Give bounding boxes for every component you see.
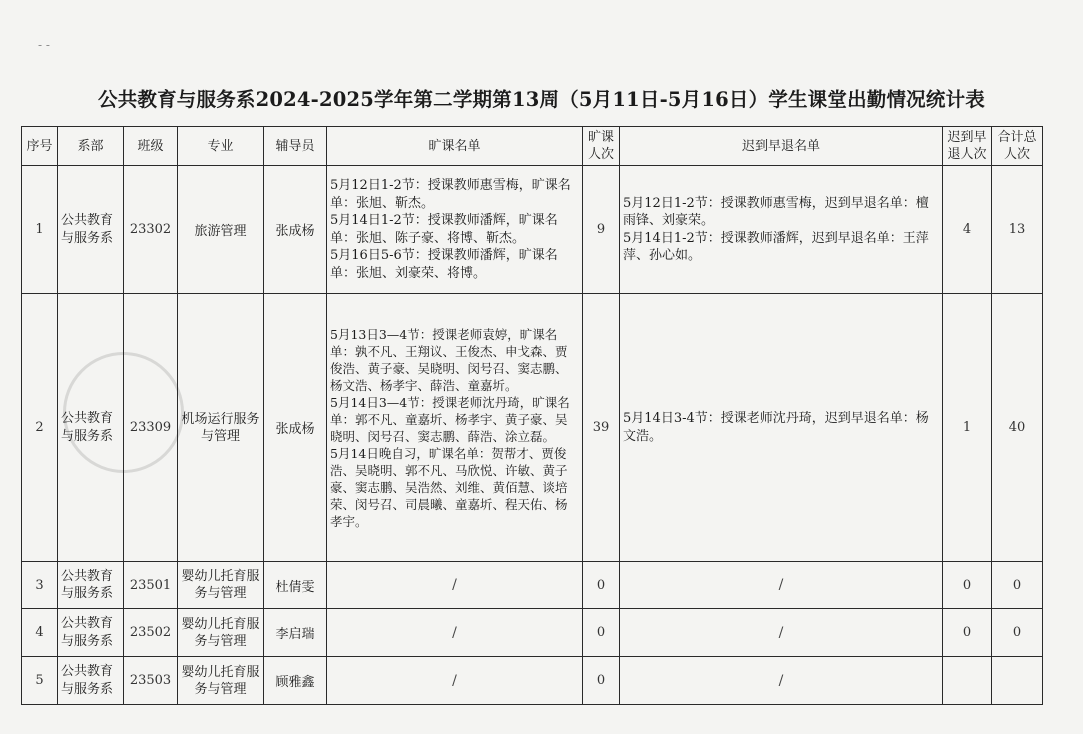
row-late-count: 1 <box>943 294 992 562</box>
header-counselor: 辅导员 <box>264 127 327 166</box>
table-row <box>22 609 1043 657</box>
row-counselor: 李启瑞 <box>264 609 327 657</box>
row-index: 1 <box>22 166 58 294</box>
table-row <box>22 166 1043 294</box>
row-absent-count: 39 <box>583 294 620 562</box>
row-absent-list <box>327 166 583 294</box>
row-index: 2 <box>22 294 58 562</box>
late-entry: 5月14日1-2节：授课教师潘辉，迟到早退名单：王萍萍、孙心如。 <box>623 230 929 263</box>
absent-entry: 5月13日3—4节：授课老师袁婷，旷课名单：孰不凡、王翔议、王俊杰、申戈森、贾俊浩、黄子豪、吴晓明、闵号召、窦志鹏、杨文浩、杨孝宇、薛浩、童嘉圻。 <box>330 326 568 393</box>
header-major: 专业 <box>178 127 264 166</box>
header-late-list: 迟到早退名单 <box>620 127 943 166</box>
row-total: 13 <box>992 166 1043 294</box>
row-total: 40 <box>992 294 1043 562</box>
page-mark: - - <box>38 38 50 52</box>
header-index: 序号 <box>22 127 58 166</box>
row-absent-list: / <box>327 562 583 609</box>
absent-entry: 5月14日晚自习，旷课名单：贺帮才、贾俊浩、吴晓明、郭不凡、马欣悦、许敏、黄子豪、窦志鹏、吴浩然、刘维、黄佰慧、谈培荣、闵号召、司晨曦、童嘉圻、程天佑、杨孝宇。 <box>330 445 568 529</box>
late-entry: 5月12日1-2节：授课教师惠雪梅，迟到早退名单：檀雨锋、刘豪荣。 <box>623 195 929 228</box>
table-row <box>22 562 1043 609</box>
row-counselor: 张成杨 <box>264 166 327 294</box>
row-major: 婴幼儿托育服务与管理 <box>178 609 264 657</box>
row-department: 公共教育与服务系 <box>58 609 124 657</box>
row-late-list: / <box>620 562 943 609</box>
page-title: 公共教育与服务系2024-2025学年第二学期第13周（5月11日-5月16日）学生课堂出勤情况统计表 <box>98 88 985 111</box>
row-major: 婴幼儿托育服务与管理 <box>178 562 264 609</box>
row-class: 23302 <box>124 166 178 294</box>
row-counselor: 顾雅鑫 <box>264 657 327 705</box>
row-absent-list <box>327 294 583 562</box>
row-absent-count: 0 <box>583 609 620 657</box>
row-late-list: / <box>620 609 943 657</box>
header-row <box>22 127 1043 166</box>
row-absent-count: 0 <box>583 562 620 609</box>
attendance-table <box>21 126 1043 705</box>
row-department: 公共教育与服务系 <box>58 562 124 609</box>
header-late-count: 迟到早退人次 <box>943 127 992 166</box>
row-class: 23309 <box>124 294 178 562</box>
row-late-count: 0 <box>943 562 992 609</box>
row-absent-count: 0 <box>583 657 620 705</box>
row-late-list <box>620 166 943 294</box>
row-index: 3 <box>22 562 58 609</box>
row-major: 机场运行服务与管理 <box>178 294 264 562</box>
header-total: 合计总人次 <box>992 127 1043 166</box>
row-absent-list: / <box>327 657 583 705</box>
row-total: 0 <box>992 609 1043 657</box>
absent-entry: 5月14日1-2节：授课教师潘辉，旷课名单：张旭、陈子豪、将博、靳杰。 <box>330 213 558 246</box>
row-major: 旅游管理 <box>178 166 264 294</box>
header-class: 班级 <box>124 127 178 166</box>
absent-entry: 5月16日5-6节：授课教师潘辉，旷课名单：张旭、刘豪荣、将博。 <box>330 248 558 281</box>
row-late-count <box>943 657 992 705</box>
absent-entry: 5月12日1-2节：授课教师惠雪梅，旷课名单：张旭、靳杰。 <box>330 178 571 211</box>
row-class: 23503 <box>124 657 178 705</box>
row-late-count: 4 <box>943 166 992 294</box>
row-index: 5 <box>22 657 58 705</box>
row-department: 公共教育与服务系 <box>58 166 124 294</box>
row-late-count: 0 <box>943 609 992 657</box>
row-department: 公共教育与服务系 <box>58 657 124 705</box>
row-total <box>992 657 1043 705</box>
row-absent-count: 9 <box>583 166 620 294</box>
row-class: 23501 <box>124 562 178 609</box>
row-late-list: / <box>620 657 943 705</box>
row-department: 公共教育与服务系 <box>58 294 124 562</box>
row-major: 婴幼儿托育服务与管理 <box>178 657 264 705</box>
table-row <box>22 294 1043 562</box>
row-index: 4 <box>22 609 58 657</box>
row-absent-list: / <box>327 609 583 657</box>
row-class: 23502 <box>124 609 178 657</box>
row-counselor: 张成杨 <box>264 294 327 562</box>
late-entry: 5月14日3-4节：授课老师沈丹琦，迟到早退名单：杨文浩。 <box>623 411 929 444</box>
header-absent-list: 旷课名单 <box>327 127 583 166</box>
absent-entry: 5月14日3—4节：授课老师沈丹琦，旷课名单：郭不凡、童嘉圻、杨孝宇、黄子豪、吴晓明、闵号召、窦志鹏、薛浩、涂立磊。 <box>330 394 570 444</box>
row-late-list <box>620 294 943 562</box>
table-row <box>22 657 1043 705</box>
row-total: 0 <box>992 562 1043 609</box>
row-counselor: 杜倩雯 <box>264 562 327 609</box>
header-absent-count: 旷课人次 <box>583 127 620 166</box>
header-department: 系部 <box>58 127 124 166</box>
